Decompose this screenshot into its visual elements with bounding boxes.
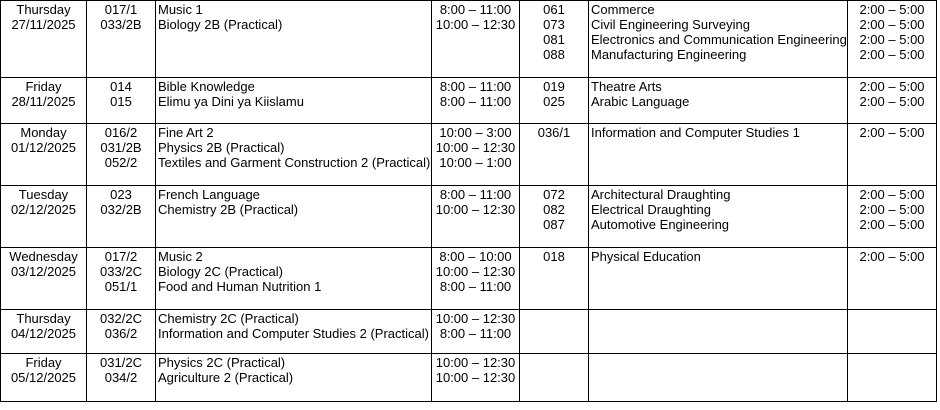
paper-code: 033/2C: [100, 264, 142, 279]
paper-code: 017/1: [104, 2, 138, 17]
morning-code-cell: [87, 248, 156, 310]
morning-code-cell: [87, 354, 156, 402]
paper-code: 019: [543, 79, 565, 94]
timetable-row: [1, 1, 937, 78]
paper-subject: Music 2: [158, 249, 203, 264]
paper-code: 031/2C: [100, 355, 142, 370]
morning-code-cell: [87, 78, 156, 124]
paper-time: 2:00 – 5:00: [859, 32, 925, 47]
morning-time-cell: [432, 78, 520, 124]
day-date: 05/12/2025: [10, 370, 77, 385]
paper-subject: Manufacturing Engineering: [591, 47, 747, 62]
paper-time: 8:00 – 11:00: [439, 94, 512, 109]
paper-time: 8:00 – 11:00: [439, 79, 512, 94]
paper-subject: Commerce: [591, 2, 655, 17]
afternoon-subject-cell: [589, 186, 848, 248]
afternoon-subject-cell: [589, 78, 848, 124]
paper-code: 051/1: [104, 279, 138, 294]
day-cell: [1, 1, 87, 78]
morning-time-cell: [432, 354, 520, 402]
day-cell: [1, 310, 87, 354]
paper-subject: Agriculture 2 (Practical): [158, 370, 294, 385]
morning-time-cell: [432, 186, 520, 248]
paper-code: 087: [543, 217, 565, 232]
morning-subject-cell: [156, 354, 432, 402]
afternoon-code-cell: [520, 248, 589, 310]
day-date: 27/11/2025: [11, 17, 76, 32]
paper-subject: Biology 2B (Practical): [158, 17, 283, 32]
day-date: 03/12/2025: [10, 264, 77, 279]
paper-subject: Automotive Engineering: [591, 217, 730, 232]
paper-time: 10:00 – 12:30: [435, 355, 516, 370]
day-cell: [1, 186, 87, 248]
paper-code: 018: [543, 249, 565, 264]
paper-time: 10:00 – 12:30: [435, 264, 516, 279]
paper-time: 10:00 – 12:30: [435, 140, 516, 155]
morning-code-cell: [87, 310, 156, 354]
paper-subject: Chemistry 2C (Practical): [158, 311, 299, 326]
paper-subject: Chemistry 2B (Practical): [158, 202, 299, 217]
afternoon-time-cell: [848, 1, 937, 78]
timetable-body: [1, 1, 937, 402]
afternoon-code-cell: [520, 124, 589, 186]
afternoon-code-cell: [520, 186, 589, 248]
day-cell: [1, 354, 87, 402]
day-cell: [1, 124, 87, 186]
morning-code-cell: [87, 124, 156, 186]
paper-code: 023: [110, 187, 132, 202]
paper-code: 025: [543, 94, 565, 109]
day-cell: [1, 248, 87, 310]
paper-subject: Elimu ya Dini ya Kiislamu: [158, 94, 304, 109]
timetable-row: [1, 186, 937, 248]
afternoon-subject-cell: [589, 248, 848, 310]
paper-subject: Information and Computer Studies 2 (Practical): [158, 326, 429, 341]
morning-code-cell: [87, 1, 156, 78]
afternoon-time-cell: [848, 124, 937, 186]
paper-time: 2:00 – 5:00: [859, 217, 925, 232]
paper-time: 2:00 – 5:00: [859, 249, 925, 264]
paper-code: 032/2B: [100, 202, 142, 217]
paper-subject: Textiles and Garment Construction 2 (Practical): [158, 155, 431, 170]
timetable-row: [1, 310, 937, 354]
day-name: Friday: [25, 355, 62, 370]
paper-subject: Physical Education: [591, 249, 701, 264]
day-date: 28/11/2025: [11, 94, 76, 109]
paper-code: 036/2: [104, 326, 138, 341]
paper-code: 017/2: [104, 249, 138, 264]
paper-time: 8:00 – 11:00: [439, 326, 512, 341]
paper-time: 2:00 – 5:00: [859, 94, 925, 109]
paper-subject: Theatre Arts: [591, 79, 662, 94]
paper-subject: Physics 2B (Practical): [158, 140, 285, 155]
paper-time: 10:00 – 3:00: [439, 125, 512, 140]
morning-subject-cell: [156, 248, 432, 310]
paper-code: 073: [543, 17, 565, 32]
paper-subject: Information and Computer Studies 1: [591, 125, 800, 140]
day-name: Thursday: [16, 311, 71, 326]
paper-subject: Music 1: [158, 2, 203, 17]
paper-time: 10:00 – 12:30: [435, 370, 516, 385]
paper-time: 8:00 – 11:00: [439, 187, 512, 202]
afternoon-time-cell: [848, 186, 937, 248]
day-name: Wednesday: [9, 249, 78, 264]
paper-code: 032/2C: [100, 311, 142, 326]
morning-time-cell: [432, 248, 520, 310]
paper-subject: Electrical Draughting: [591, 202, 711, 217]
paper-time: 2:00 – 5:00: [859, 2, 925, 17]
timetable-row: [1, 124, 937, 186]
paper-time: 2:00 – 5:00: [859, 202, 925, 217]
paper-subject: Physics 2C (Practical): [158, 355, 286, 370]
morning-subject-cell: [156, 186, 432, 248]
paper-subject: Food and Human Nutrition 1: [158, 279, 322, 294]
paper-code: 033/2B: [100, 17, 142, 32]
morning-time-cell: [432, 124, 520, 186]
day-date: 02/12/2025: [10, 202, 77, 217]
day-date: 01/12/2025: [10, 140, 77, 155]
day-name: Monday: [20, 125, 67, 140]
day-date: 04/12/2025: [10, 326, 77, 341]
paper-time: 2:00 – 5:00: [859, 187, 925, 202]
paper-subject: Electronics and Communication Engineering: [591, 32, 847, 47]
afternoon-subject-cell: [589, 354, 848, 402]
day-name: Thursday: [16, 2, 71, 17]
paper-time: 2:00 – 5:00: [859, 47, 925, 62]
morning-subject-cell: [156, 310, 432, 354]
paper-time: 8:00 – 10:00: [439, 249, 512, 264]
paper-time: 10:00 – 12:30: [435, 202, 516, 217]
afternoon-time-cell: [848, 310, 937, 354]
morning-subject-cell: [156, 124, 432, 186]
afternoon-time-cell: [848, 248, 937, 310]
paper-time: 2:00 – 5:00: [859, 17, 925, 32]
afternoon-subject-cell: [589, 310, 848, 354]
afternoon-code-cell: [520, 1, 589, 78]
paper-time: 10:00 – 12:30: [435, 311, 516, 326]
timetable-row: [1, 354, 937, 402]
paper-code: 052/2: [104, 155, 138, 170]
morning-time-cell: [432, 1, 520, 78]
paper-subject: Fine Art 2: [158, 125, 214, 140]
afternoon-code-cell: [520, 78, 589, 124]
paper-code: 015: [110, 94, 132, 109]
paper-code: 072: [543, 187, 565, 202]
paper-code: 061: [543, 2, 565, 17]
paper-code: 034/2: [104, 370, 138, 385]
day-cell: [1, 78, 87, 124]
paper-code: 036/1: [537, 125, 571, 140]
paper-time: 10:00 – 12:30: [435, 17, 516, 32]
morning-time-cell: [432, 310, 520, 354]
paper-subject: Bible Knowledge: [158, 79, 255, 94]
afternoon-time-cell: [848, 354, 937, 402]
paper-time: 8:00 – 11:00: [439, 2, 512, 17]
afternoon-code-cell: [520, 310, 589, 354]
day-name: Tuesday: [18, 187, 69, 202]
paper-time: 2:00 – 5:00: [859, 125, 925, 140]
paper-time: 10:00 – 1:00: [439, 155, 512, 170]
paper-subject: Architectural Draughting: [591, 187, 731, 202]
day-name: Friday: [25, 79, 62, 94]
paper-subject: Civil Engineering Surveying: [591, 17, 750, 32]
paper-code: 031/2B: [100, 140, 142, 155]
morning-subject-cell: [156, 78, 432, 124]
paper-code: 082: [543, 202, 565, 217]
paper-code: 014: [110, 79, 132, 94]
afternoon-code-cell: [520, 354, 589, 402]
afternoon-time-cell: [848, 78, 937, 124]
morning-subject-cell: [156, 1, 432, 78]
timetable-row: [1, 78, 937, 124]
paper-subject: Arabic Language: [591, 94, 690, 109]
morning-code-cell: [87, 186, 156, 248]
paper-time: 8:00 – 11:00: [439, 279, 512, 294]
paper-code: 088: [543, 47, 565, 62]
paper-subject: French Language: [158, 187, 260, 202]
paper-time: 2:00 – 5:00: [859, 79, 925, 94]
paper-subject: Biology 2C (Practical): [158, 264, 283, 279]
paper-code: 081: [543, 32, 565, 47]
timetable-row: [1, 248, 937, 310]
afternoon-subject-cell: [589, 1, 848, 78]
afternoon-subject-cell: [589, 124, 848, 186]
paper-code: 016/2: [104, 125, 138, 140]
